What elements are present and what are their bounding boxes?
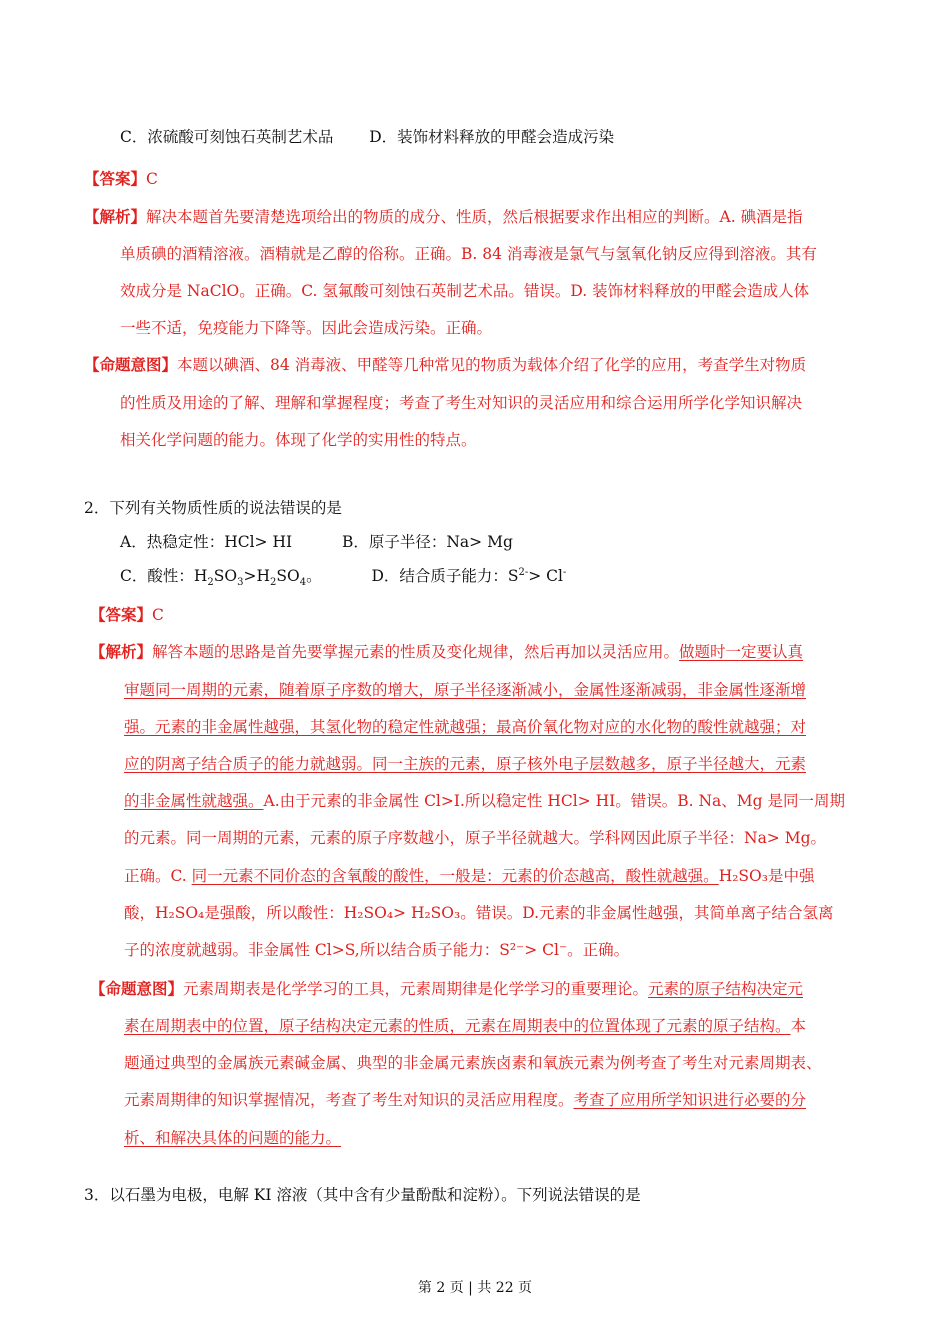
q1-answer <box>84 169 158 189</box>
analysis-line: 解决本题首先要清楚选项给出的物质的成分、性质，然后根据要求作出相应的判断。A. 碘酒是指 <box>146 208 803 226</box>
q2-options-cd <box>120 566 567 589</box>
analysis-line: 酸，H₂SO₄是强酸，所以酸性：H₂SO₄> H₂SO₃。错误。D.元素的非金属性越强，其简单离子结合氢离 <box>124 904 834 922</box>
intent-underlined: 考查了应用所学知识进行必要的分 <box>573 1091 807 1109</box>
q1-option-c: C．浓硫酸可刻蚀石英制艺术品 <box>120 128 334 146</box>
intent-line: 元素周期表是化学学习的工具，元素周期律是化学学习的重要理论。 <box>183 980 649 998</box>
intent-line: 题通过典型的金属族元素碱金属、典型的非金属元素族卤素和氧族元素为例考查了考生对元素周期表、 <box>124 1054 822 1072</box>
intent-line: 本题以碘酒、84 消毒液、甲醛等几种常见的物质为载体介绍了化学的应用，考查学生对物质 <box>177 356 807 374</box>
analysis-line: 解答本题的思路是首先要掌握元素的性质及变化规律，然后再加以灵活应用。 <box>152 643 680 661</box>
intent-line: 本 <box>790 1017 807 1035</box>
analysis-underlined: 强。元素的非金属性越强，其氢化物的稳定性就越强；最高价氧化物对应的水化物的酸性就越强；对 <box>124 718 807 736</box>
analysis-line: 的元素。同一周期的元素，元素的原子序数越小，原子半径就越大。学科网因此原子半径：Na> Mg。 <box>124 829 827 847</box>
analysis-line: H₂SO₃是中强 <box>718 867 815 885</box>
analysis-tag: 【解析】 <box>84 207 147 226</box>
answer-tag: 【答案】 <box>84 169 147 188</box>
intent-tag: 【命题意图】 <box>90 979 184 998</box>
q2-stem: 2．下列有关物质性质的说法错误的是 <box>84 499 342 517</box>
intent-tag: 【命题意图】 <box>84 355 178 374</box>
analysis-tag: 【解析】 <box>90 642 153 661</box>
intent-underlined: 元素的原子结构决定元 <box>648 980 804 998</box>
q2-option-c: C．酸性：$H_2SO_3>H_2SO_4$。 <box>120 567 322 589</box>
analysis-line: 单质碘的酒精溶液。酒精就是乙醇的俗称。正确。B. 84 消毒液是氯气与氢氧化钠反应得到溶液。其有 <box>120 245 817 263</box>
analysis-underlined: 做题时一定要认真 <box>679 643 804 661</box>
intent-line: 的性质及用途的了解、理解和掌握程度；考查了考生对知识的灵活应用和综合运用所学化学知识解决 <box>120 394 803 412</box>
analysis-underlined: 同一元素不同价态的含氧酸的酸性，一般是：元素的价态越高，酸性就越强。 <box>191 867 719 885</box>
answer-value: C <box>146 170 158 188</box>
q2-option-d: D．结合质子能力：$S^{2-}> Cl^-$ <box>371 566 567 585</box>
analysis-line: 正确。C. <box>124 867 192 885</box>
intent-line: 元素周期律的知识掌握情况，考查了考生对知识的灵活应用程度。 <box>124 1091 574 1109</box>
analysis-underlined: 应的阴离子结合质子的能力就越弱。同一主族的元素，原子核外电子层数越多，原子半径越大，元素 <box>124 755 807 773</box>
page-footer: 第 2 页 | 共 22 页 <box>417 1280 533 1296</box>
intent-line: 相关化学问题的能力。体现了化学的实用性的特点。 <box>120 431 477 449</box>
q1-option-d: D．装饰材料释放的甲醛会造成污染 <box>369 128 615 146</box>
answer-tag: 【答案】 <box>90 605 153 624</box>
analysis-line: A.由于元素的非金属性 Cl>I.所以稳定性 HCl> HI。错误。B. Na、Mg 是同一周期 <box>263 792 846 810</box>
analysis-line: 子的浓度就越弱。非金属性 Cl>S,所以结合质子能力：S²⁻> Cl⁻。正确。 <box>124 941 630 959</box>
answer-value: C <box>152 606 164 624</box>
analysis-underlined: 的非金属性就越强。 <box>124 792 264 810</box>
q2-option-b: B．原子半径：Na> Mg <box>341 533 513 551</box>
q2-options-ab <box>120 532 513 552</box>
q2-answer <box>90 605 164 625</box>
intent-underlined: 析、和解决具体的问题的能力。 <box>124 1129 342 1147</box>
q3-stem: 3．以石墨为电极，电解 KI 溶液（其中含有少量酚酞和淀粉）。下列说法错误的是 <box>84 1186 641 1204</box>
analysis-line: 效成分是 NaClO。正确。C. 氢氟酸可刻蚀石英制艺术品。错误。D. 装饰材料释放的甲醛会造成人体 <box>120 282 810 300</box>
q1-options-cd <box>120 127 614 147</box>
analysis-line: 一些不适，免疫能力下降等。因此会造成污染。正确。 <box>120 319 493 337</box>
analysis-underlined: 审题同一周期的元素，随着原子序数的增大，原子半径逐渐减小，金属性逐渐减弱，非金属性逐渐增 <box>124 681 807 699</box>
q2-option-a: A．热稳定性：HCl> HI <box>120 533 293 551</box>
intent-underlined: 素在周期表中的位置，原子结构决定元素的性质，元素在周期表中的位置体现了元素的原子结构。 <box>124 1017 791 1035</box>
